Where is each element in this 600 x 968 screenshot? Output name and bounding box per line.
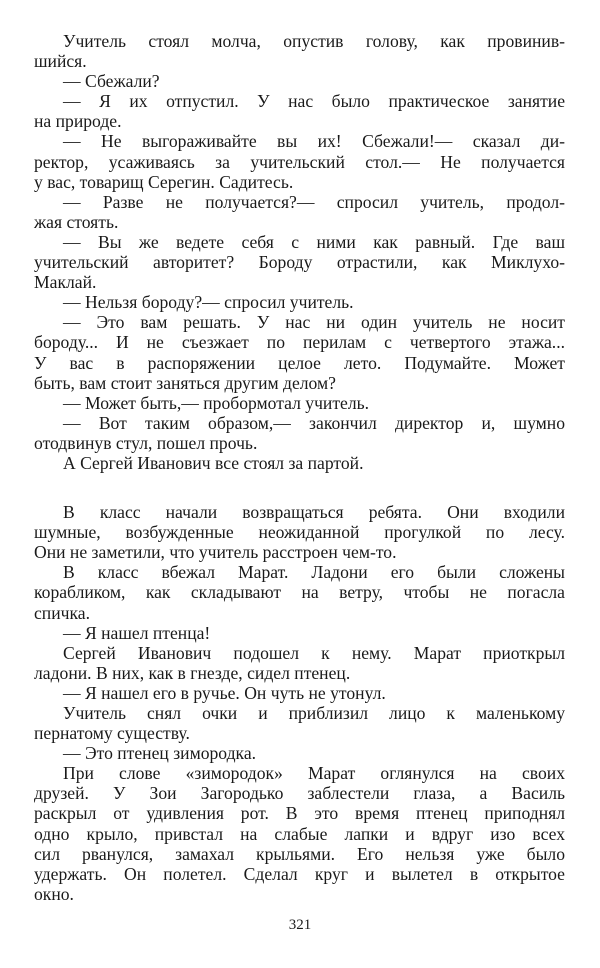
text-line: У вас в распоряжении целое лето. Подумайте. Может (34, 352, 565, 373)
text-line: отодвинув стул, пошел прочь. (34, 432, 258, 453)
text-line: бороду... И не съезжает по перилам с четвертого этажа... (34, 332, 565, 353)
text-line: корабликом, как складывают на ветру, чтобы не погасла (34, 582, 565, 603)
text-line: А Сергей Иванович все стоял за партой. (63, 452, 364, 473)
text-line: раскрыл от удивления рот. В это время птенец приподнял (34, 803, 565, 824)
text-line: — Я нашел птенца! (63, 622, 211, 643)
text-line: — Может быть,— пробормотал учитель. (63, 392, 370, 413)
text-line: окно. (34, 883, 74, 904)
text-line: жая стоять. (34, 211, 119, 232)
text-line: — Сбежали? (63, 71, 160, 92)
text-line: В класс вбежал Марат. Ладони его были сложены (63, 562, 565, 583)
text-line: одно крыло, привстал на слабые лапки и вдруг изо всех (34, 823, 565, 844)
text-line: шийся. (34, 51, 87, 72)
text-section-kingfisher (34, 502, 565, 904)
text-line: Учитель стоял молча, опустив голову, как провинив- (63, 31, 565, 51)
text-line: Учитель снял очки и приблизил лицо к маленькому (63, 703, 565, 723)
text-line: шумные, возбужденные неожиданной прогулкой по лесу. (34, 522, 565, 543)
text-line: Маклай. (34, 272, 97, 293)
text-line: — Вы же ведете себя с ними как равный. Где ваш (63, 231, 565, 252)
page-number: 321 (288, 917, 312, 933)
text-line: ладони. В них, как в гнезде, сидел птенец. (34, 662, 351, 683)
text-line: — Разве не получается?— спросил учитель, продол- (63, 191, 565, 212)
text-line: у вас, товарищ Серегин. Садитесь. (34, 171, 294, 192)
text-line: Они не заметили, что учитель расстроен чем-то. (34, 542, 397, 563)
text-line: В класс начали возвращаться ребята. Они входили (63, 502, 565, 523)
text-line: быть, вам стоит заняться другим делом? (34, 372, 336, 393)
text-line: — Не выгораживайте вы их! Сбежали!— сказал ди- (63, 131, 565, 152)
text-line: — Я их отпустил. У нас было практическое занятие (63, 91, 565, 112)
text-section-director-dialogue (34, 31, 565, 473)
text-line: — Вот таким образом,— закончил директор и, шумно (63, 412, 565, 433)
text-line: сил рванулся, замахал крыльями. Его нельзя уже было (34, 843, 565, 864)
text-line: Сергей Иванович подошел к нему. Марат приоткрыл (63, 642, 565, 663)
text-line: друзей. У Зои Загородько заблестели глаза, а Василь (34, 783, 565, 804)
text-line: — Это птенец зимородка. (63, 743, 257, 764)
text-line: При слове «зимородок» Марат оглянулся на своих (63, 763, 565, 784)
text-line: — Я нашел его в ручье. Он чуть не утонул. (63, 682, 386, 703)
text-line: на природе. (34, 111, 122, 132)
text-line: ректор, усаживаясь за учительский стол.— Не получается (34, 151, 565, 172)
text-line: учительский авторитет? Бороду отрастили, как Миклухо- (34, 252, 565, 273)
book-page-text (34, 31, 565, 904)
section-break (34, 473, 565, 502)
text-line: — Нельзя бороду?— спросил учитель. (63, 292, 354, 313)
text-line: пернатому существу. (34, 723, 190, 744)
text-line: удержать. Он полетел. Сделал круг и вылетел в открытое (34, 863, 565, 884)
text-line: — Это вам решать. У нас ни один учитель не носит (63, 312, 565, 333)
text-line: спичка. (34, 602, 90, 623)
